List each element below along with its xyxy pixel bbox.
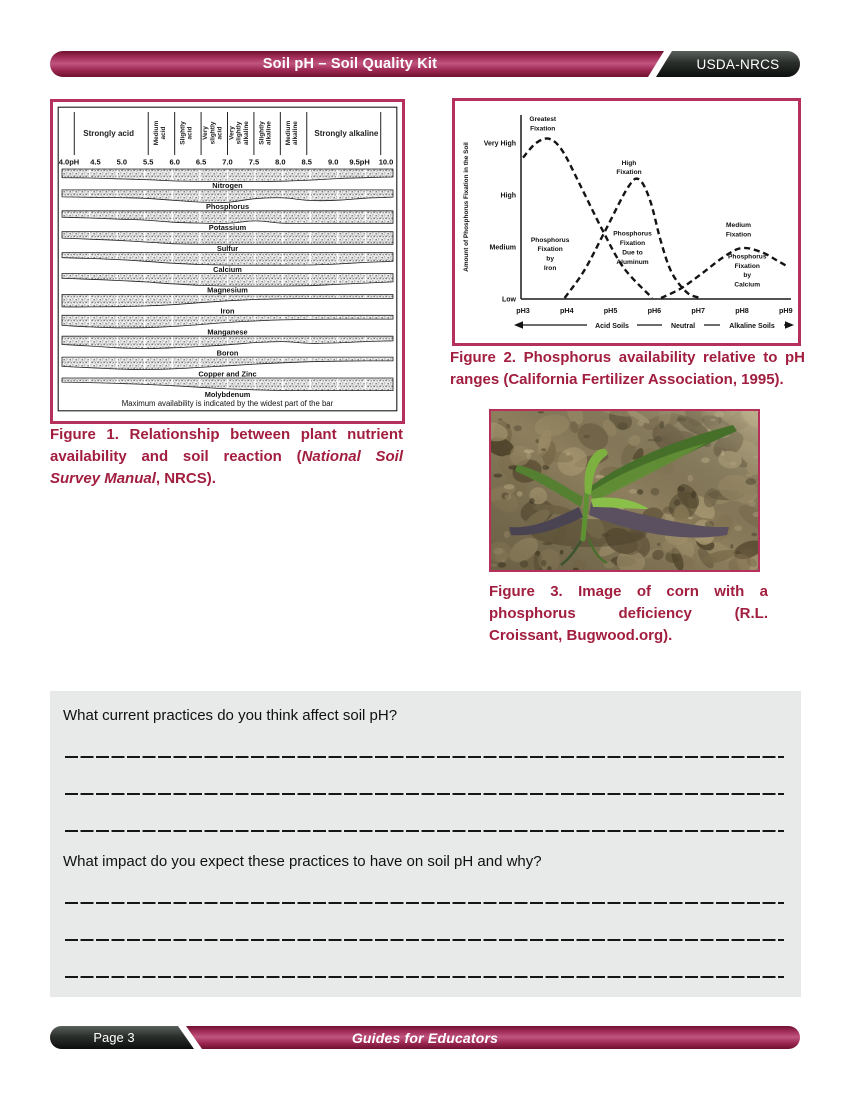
ph-tick-label: 10.0: [378, 157, 394, 167]
footer-page-tab: [50, 1026, 210, 1049]
ph-tick-label: 6.0: [169, 157, 180, 167]
page-header-bar: [50, 51, 800, 77]
nutrient-label: Nitrogen: [212, 181, 243, 191]
chart-annotation: Medium Fixation: [725, 222, 752, 239]
figure1-box: [50, 99, 405, 424]
nutrient-label: Potassium: [208, 223, 247, 232]
figure1-caption-text: Figure 1. Relationship between plant nutrient availability and soil reaction (: [50, 426, 403, 465]
acidity-zone-label: Slightly: [258, 121, 266, 145]
x-zone-label: Acid Soils: [595, 323, 629, 330]
y-tick-label: High: [500, 192, 516, 200]
y-tick-label: Very High: [483, 140, 516, 148]
nutrient-label: Calcium: [213, 264, 242, 274]
chart-annotation: High Fixation: [616, 159, 642, 177]
acidity-zone-label: Slightly: [179, 121, 187, 145]
chart-annotation: Phosphorus Fixation by Iron: [530, 236, 570, 272]
nutrient-label: Boron: [216, 348, 239, 358]
figure3-box: [489, 409, 760, 572]
x-zone-label: Neutral: [670, 323, 696, 330]
x-tick-label: pH3: [516, 306, 530, 315]
chart-annotation: Phosphorus Fixation by Calcium: [728, 253, 767, 289]
figure1-footnote: Maximum availability is indicated by the widest part of the bar: [121, 399, 334, 408]
nutrient-label: Molybdenum: [204, 390, 251, 400]
chart-annotation: Greatest Fixation: [529, 116, 557, 133]
acidity-zone-label: slightly: [209, 121, 217, 145]
figure1-caption-italic: National Soil Survey Manual: [50, 447, 404, 487]
x-tick-label: pH9: [779, 306, 793, 315]
figure1-caption-tail: , NRCS).: [155, 469, 216, 487]
header-agency-tab: [640, 51, 800, 77]
ph-tick-label: 4.0pH: [58, 157, 80, 167]
x-tick-label: pH8: [735, 306, 749, 315]
ph-tick-label: 8.0: [275, 157, 286, 167]
acidity-zone-label: acid: [186, 126, 194, 140]
y-axis-title: Amount of Phosphorus Fixation in the Soil: [463, 142, 470, 272]
figure2-box: [452, 98, 801, 346]
page-footer-bar: [50, 1026, 800, 1049]
figure1-nutrient-availability-chart: [57, 106, 398, 412]
question-2: What impact do you expect these practices to have on soil pH and why?: [63, 853, 542, 870]
fixation-curve: [661, 248, 788, 298]
answer-line: [65, 902, 784, 904]
page-number: Page 3: [93, 1030, 135, 1045]
corn-photo: [491, 411, 758, 570]
arrow-right-icon: [785, 321, 794, 329]
nutrient-label: Sulfur: [216, 243, 239, 253]
acidity-zone-label: Strongly acid: [83, 129, 134, 138]
acidity-zone-label: Very: [202, 126, 210, 140]
ph-tick-label: 9.5pH: [349, 157, 370, 167]
nutrient-label: Magnesium: [207, 285, 248, 295]
answer-line: [65, 976, 784, 978]
figure2-caption-text: Figure 2. Phosphorus availability relative to pH ranges (California Fertilizer Association, 1995).: [450, 349, 805, 388]
answer-line: [65, 830, 784, 832]
figure1-caption: [50, 424, 403, 489]
answer-line: [65, 793, 784, 795]
y-tick-label: Low: [502, 296, 516, 304]
nutrient-label: Phosphorus: [205, 202, 250, 212]
nutrient-label: Copper and Zinc: [198, 369, 257, 379]
y-tick-label: Medium: [489, 244, 516, 252]
ph-tick-label: 7.5: [248, 157, 260, 167]
x-tick-label: pH4: [560, 306, 574, 315]
answer-line: [65, 939, 784, 941]
figure3-caption: [489, 581, 768, 646]
acidity-zone-label: alkaline: [242, 121, 250, 145]
nutrient-label: Iron: [220, 306, 235, 316]
ph-tick-label: 5.5: [143, 157, 154, 167]
figure2-caption: [450, 347, 805, 391]
chart-annotation: Phosphorus Fixation Due to Aluminum: [613, 230, 652, 266]
figure3-caption-text: Figure 3. Image of corn with a phosphorus deficiency (R.L. Croissant, Bugwood.org).: [489, 583, 768, 644]
worksheet-box: [50, 691, 801, 997]
acidity-zone-label: alkaline: [265, 121, 273, 145]
x-tick-label: pH6: [647, 306, 662, 315]
arrow-left-icon: [514, 321, 523, 329]
ph-tick-label: 7.0: [222, 157, 233, 167]
x-zone-label: Alkaline Soils: [729, 323, 775, 330]
acidity-zone-label: acid: [216, 126, 224, 140]
ph-tick-label: 5.0: [116, 157, 128, 167]
acidity-zone-label: alkaline: [292, 121, 300, 145]
acidity-zone-label: slightly: [235, 121, 243, 145]
question-1: What current practices do you think affect soil pH?: [63, 707, 398, 724]
x-tick-label: pH5: [603, 306, 618, 315]
nutrient-label: Manganese: [207, 327, 248, 337]
ph-tick-label: 9.0: [327, 157, 339, 167]
agency-badge: USDA-NRCS: [696, 56, 780, 72]
acidity-zone-label: Medium: [152, 120, 160, 146]
ph-tick-label: 6.5: [195, 157, 207, 167]
acidity-zone-label: Medium: [284, 120, 292, 146]
ph-tick-label: 8.5: [301, 157, 312, 167]
acidity-zone-label: acid: [160, 126, 168, 140]
acidity-zone-label: Very: [228, 126, 236, 140]
answer-line: [65, 756, 784, 758]
x-tick-label: pH7: [691, 306, 705, 315]
ph-tick-label: 4.5: [90, 157, 101, 167]
footer-series-title: Guides for Educators: [351, 1029, 499, 1046]
figure2-phosphorus-fixation-chart: [457, 103, 796, 336]
page-title: Soil pH – Soil Quality Kit: [262, 56, 438, 72]
acidity-zone-label: Strongly alkaline: [314, 129, 379, 138]
